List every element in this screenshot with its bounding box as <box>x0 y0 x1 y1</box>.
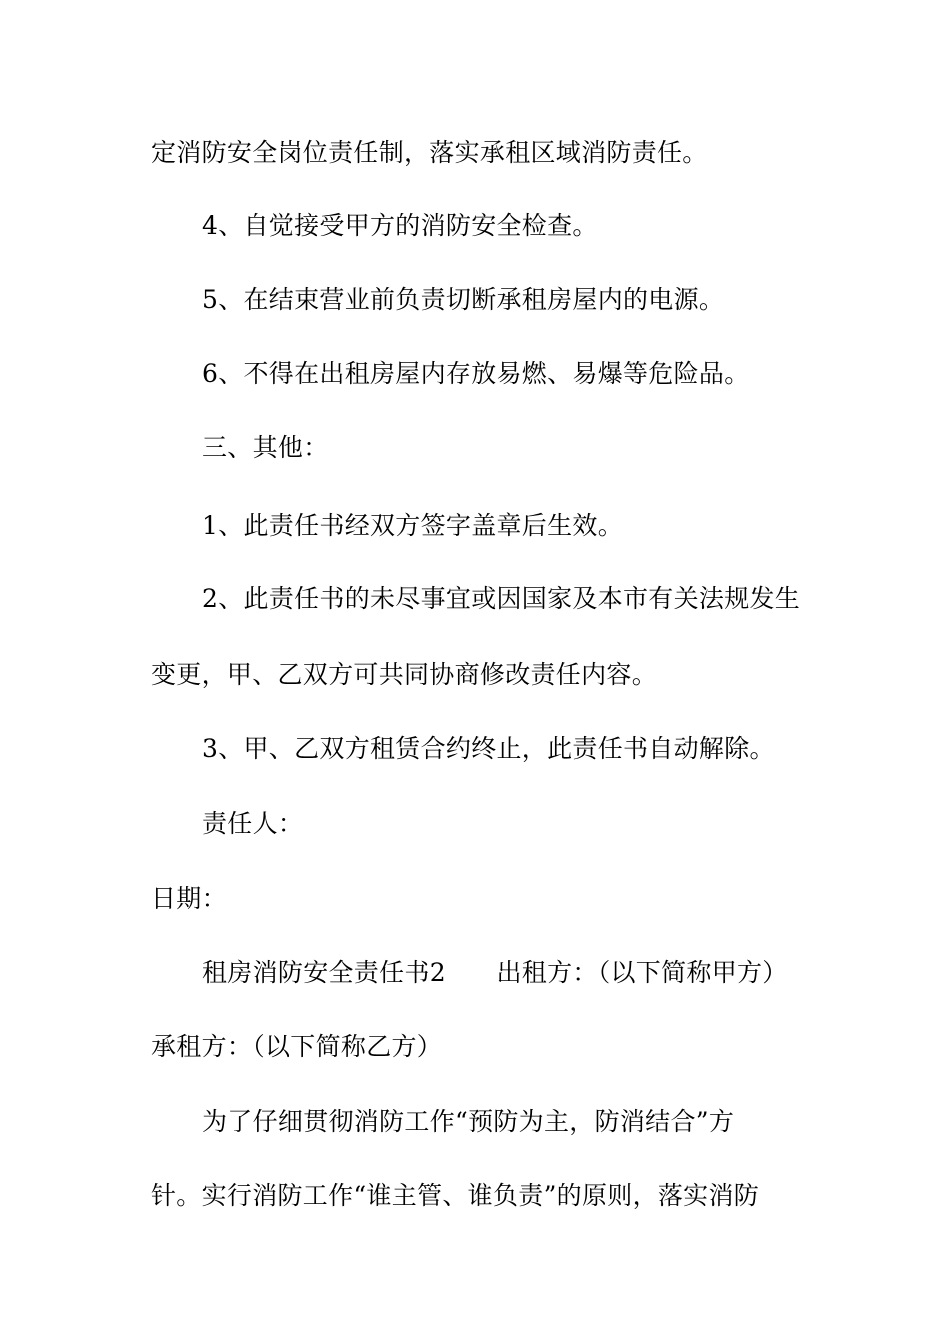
paragraph-line: 1、此责任书经双方签字盖章后生效。 <box>202 511 624 540</box>
paragraph-line: 5、在结束营业前负责切断承租房屋内的电源。 <box>202 285 725 314</box>
responsible-person-label: 责任人： <box>202 809 304 838</box>
paragraph-line: 定消防安全岗位责任制，落实承租区域消防责任。 <box>151 138 708 167</box>
paragraph-line: 变更，甲、乙双方可共同协商修改责任内容。 <box>151 660 658 689</box>
section-heading: 三、其他： <box>202 433 329 462</box>
date-label: 日期： <box>151 884 227 913</box>
paragraph-line: 针。实行消防工作“谁主管、谁负责”的原则，落实消防 <box>151 1181 760 1210</box>
paragraph-line: 2、此责任书的未尽事宜或因国家及本市有关法规发生 <box>202 584 801 613</box>
title-line: 租房消防安全责任书2 出租方：（以下简称甲方） <box>202 958 788 987</box>
paragraph-line: 为了仔细贯彻消防工作“预防为主，防消结合”方 <box>202 1107 735 1136</box>
paragraph-line: 3、甲、乙双方租赁合约终止，此责任书自动解除。 <box>202 734 775 763</box>
paragraph-line: 6、不得在出租房屋内存放易燃、易爆等危险品。 <box>202 359 750 388</box>
paragraph-line: 承租方：（以下简称乙方） <box>151 1032 443 1061</box>
paragraph-line: 4、自觉接受甲方的消防安全检查。 <box>202 211 598 240</box>
